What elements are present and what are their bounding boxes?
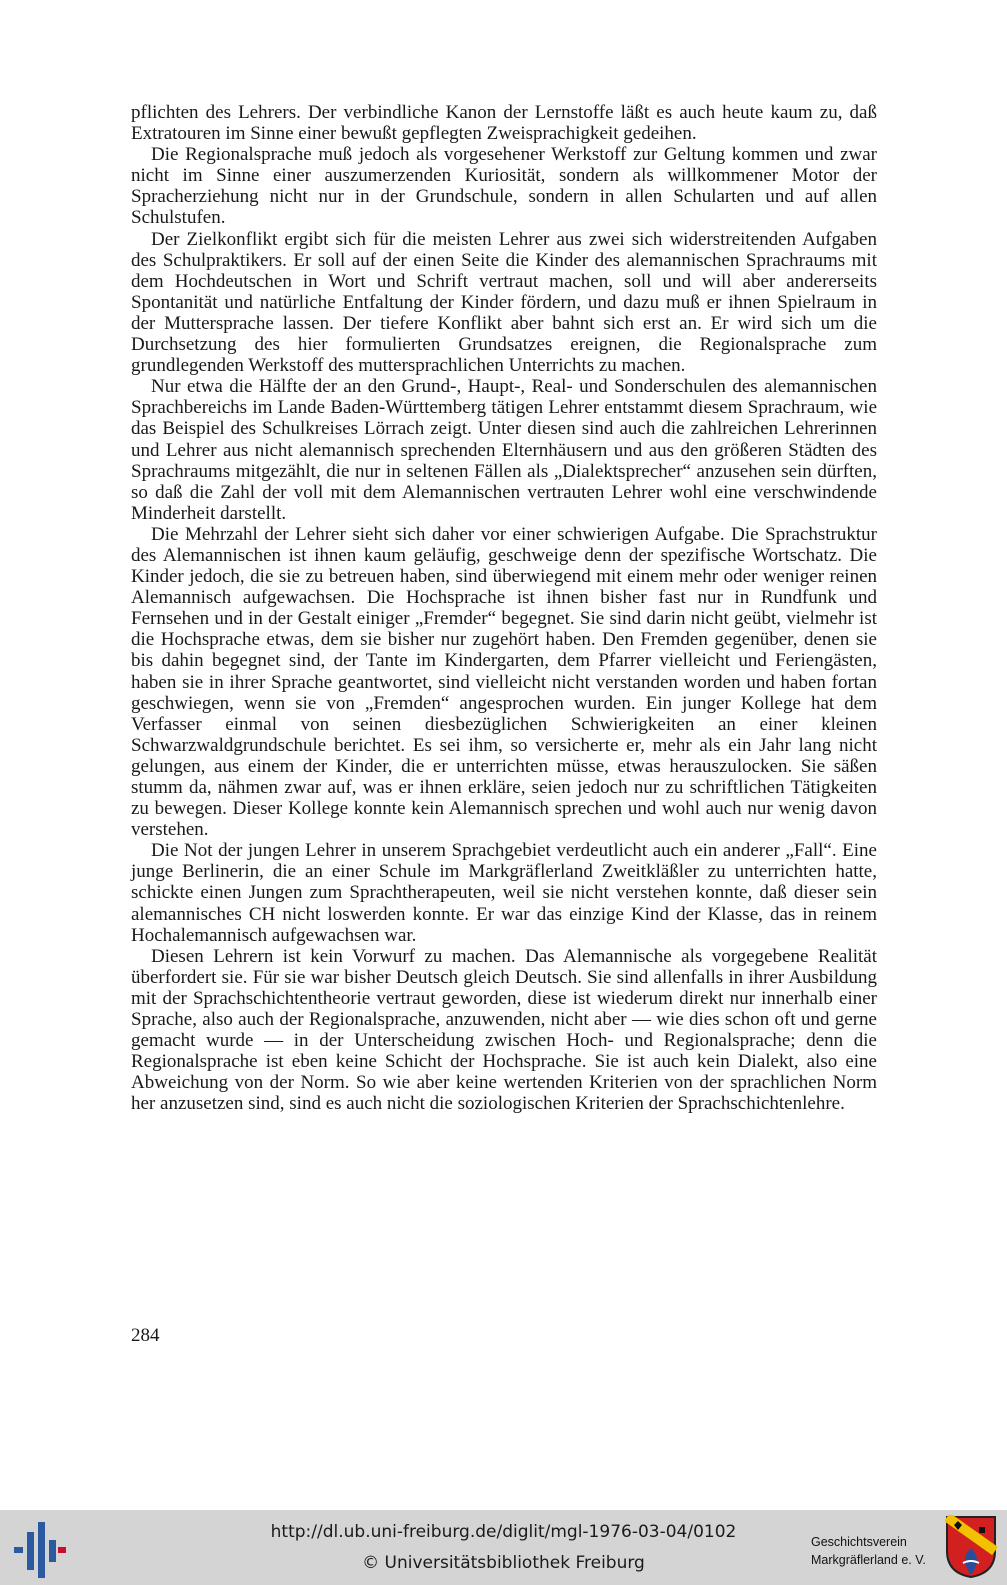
paragraph: pflichten des Lehrers. Der verbindliche Kanon der Lernstoffe läßt es auch heute kaum zu, daß Extratouren im Sinne einer bewußt gepflegten Zweisprachigkeit gedeihen. — [131, 102, 877, 145]
society-line: Geschichtsverein — [811, 1535, 907, 1549]
page-text — [131, 102, 877, 1115]
footer-bar — [0, 1510, 1007, 1585]
paragraph: Der Zielkonflikt ergibt sich für die meisten Lehrer aus zwei sich widerstreitenden Aufgaben des Schulpraktikers. Er soll auf der einen Seite die Kinder des alemannischen Sprachraums mit dem Hochdeutschen in Wort und Schrift vertraut machen, soll und will aber andererseits Spontanität und natürliche Entfaltung der Kinder fördern, und dazu muß er ihnen Spielraum in der Muttersprache lassen. Der tiefere Konflikt aber bahnt sich erst an. Er wird sich um die Durchsetzung des hier formulierten Grundsatzes ereignen, die Regionalsprache zum grundlegenden Werkstoff des muttersprachlichen Unterrichts zu machen. — [131, 228, 877, 377]
paragraph: Die Regionalsprache muß jedoch als vorgesehener Werkstoff zur Geltung kommen und zwar nicht im Sinne einer auszumerzenden Kuriosität, sondern als willkommener Motor der Spracherziehung nicht nur in der Grundschule, sondern in allen Schularten und auf allen Schulstufen. — [131, 144, 877, 229]
paragraph: Die Mehrzahl der Lehrer sieht sich daher vor einer schwierigen Aufgabe. Die Sprachstruktur des Alemannischen ist ihnen kaum geläufig, geschweige denn der spezifische Wortschatz. Die Kinder jedoch, die sie zu betreuen haben, sind überwiegend mit einem mehr oder weniger reinen Alemannisch aufgewachsen. Die Hochsprache ist ihnen bisher fast nur in Rundfunk und Fernsehen und in der Gestalt einiger „Fremder“ begegnet. Sie sind darin nicht geübt, vielmehr ist die Hochsprache etwas, dem sie bisher nur zugehört haben. Den Fremden gegenüber, denen sie bis dahin begegnet sind, der Tante im Kindergarten, dem Pfarrer vielleicht und Feriengästen, haben sie in ihrer Sprache geantwortet, sind vielleicht nicht verstanden worden und haben fortan geschwiegen, wenn sie von „Fremden“ angesprochen wurden. Ein junger Kollege hat dem Verfasser einmal von seinen diesbezüglichen Schwierigkeiten an einer kleinen Schwarzwaldgrundschule berichtet. Es sei ihm, so versicherte er, mehr als ein Jahr lang nicht gelungen, aus einem der Kinder, die er unterrichten müsse, etwas herauszulocken. Sie säßen stumm da, nähmen zwar auf, was er ihnen erkläre, seien jedoch nur zu schriftlichen Tätigkeiten zu bewegen. Dieser Kollege konnte kein Alemannisch sprechen und wohl auch nur wenig davon verstehen. — [131, 523, 877, 841]
society-name — [811, 1533, 931, 1569]
footer-copyright: © Universitätsbibliothek Freiburg — [362, 1553, 645, 1573]
paragraph: Die Not der jungen Lehrer in unserem Sprachgebiet verdeutlicht auch ein anderer „Fall“. Eine junge Berlinerin, die an einer Schule im Markgräflerland Zweitkläßler zu unterrichten hatte, schickte einen Jungen zum Sprachtherapeuten, weil sie nicht verstehen konnte, daß dieser sein alemannisches CH nicht loswerden konnte. Er war das einzige Kind der Klasse, das in reinem Hochalemannisch aufgewachsen war. — [131, 840, 877, 946]
page-number: 284 — [131, 1325, 160, 1346]
footer-url-link[interactable]: http://dl.ub.uni-freiburg.de/diglit/mgl-1976-03-04/0102 — [270, 1522, 737, 1542]
paragraph: Diesen Lehrern ist kein Vorwurf zu machen. Das Alemannische als vorgegebene Realität überfordert sie. Für sie war bisher Deutsch gleich Deutsch. Sie sind allenfalls in ihrer Ausbildung mit der Sprachschichtentheorie vertraut geworden, diese ist wiederum direkt nur innerhalb einer Sprache, also auch der Regionalsprache, anzuwenden, nicht aber — wie dies schon oft und gerne gemacht wurde — in der Unterscheidung zwischen Hoch- und Regionalsprache; denn die Regionalsprache ist eben keine Schicht der Hochsprache. Sie ist auch kein Dialekt, also eine Abweichung von der Norm. So wie aber keine wertenden Kriterien von der sprachlichen Norm her anzusetzen sind, sind es auch nicht die soziologischen Kriterien der Sprachschichtenlehre. — [131, 945, 877, 1115]
society-line: Markgräflerland e. V. — [811, 1553, 926, 1567]
coat-of-arms-icon — [945, 1515, 997, 1579]
paragraph: Nur etwa die Hälfte der an den Grund-, Haupt-, Real- und Sonderschulen des alemannischen Sprachbereichs im Lande Baden-Württemberg tätigen Lehrer entstammt diesem Sprachraum, wie das Beispiel des Schulkreises Lörrach zeigt. Unter diesen sind auch die zahlreichen Lehrerinnen und Lehrer aus nicht alemannisch sprechenden Elternhäusern und aus den größeren Städten des Sprachraums mitgezählt, die nur in seltenen Fällen als „Dialektsprecher“ anzusehen sein dürften, so daß die Zahl der voll mit dem Alemannischen vertrauten Lehrer wohl eine verschwindende Minderheit darstellt. — [131, 376, 877, 524]
